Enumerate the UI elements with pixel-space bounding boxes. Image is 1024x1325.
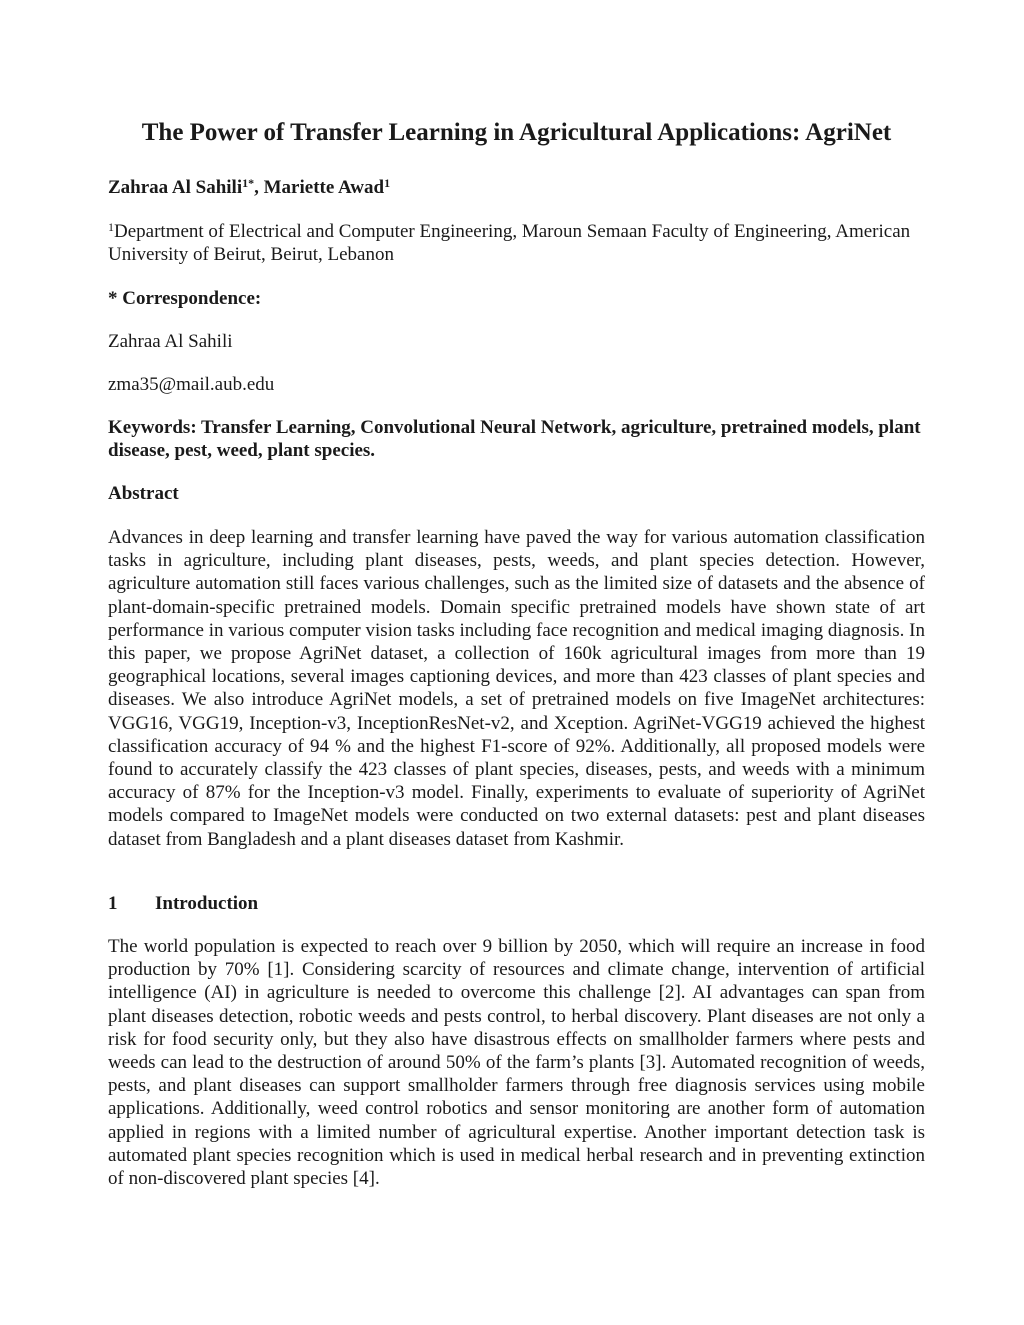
- correspondence-email: zma35@mail.aub.edu: [108, 374, 275, 395]
- affiliation-mark: 1: [108, 220, 114, 234]
- author-affiliation-mark: 1: [384, 176, 391, 190]
- author-list: [108, 176, 390, 199]
- section-title: Introduction: [155, 893, 259, 914]
- affiliation: [108, 220, 925, 266]
- correspondence-heading: * Correspondence:: [108, 288, 262, 309]
- correspondence-name: Zahraa Al Sahili: [108, 331, 233, 352]
- section-number: 1: [108, 893, 118, 914]
- paper-title: The Power of Transfer Learning in Agricultural Applications: AgriNet: [141, 119, 892, 146]
- section-heading: [108, 892, 258, 915]
- keywords: Keywords: Transfer Learning, Convolutional Neural Network, agriculture, pretrained models, plant disease, pest, weed, plant species.: [108, 417, 921, 462]
- author-affiliation-mark: 1*: [242, 176, 255, 190]
- author-name: Mariette Awad: [263, 177, 385, 198]
- abstract-heading: Abstract: [108, 483, 179, 504]
- author-separator: ,: [254, 177, 264, 198]
- introduction-body: The world population is expected to reach over 9 billion by 2050, which will require an increase in food production by 70% [1]. Considering scarcity of resources and climate change, intervention of artificial intelligence (AI) in agriculture is needed to overcome this challenge [2]. AI advantages can span from plant diseases detection, robotic weeds and pests control, to herbal discovery. Plant diseases are not only a risk for food security only, but they also have disastrous effects on smallholder farmers where pests and weeds can lead to the destruction of around 50% of the farm’s plants [3]. Automated recognition of weeds, pests, and plant diseases can support smallholder farmers through free diagnosis services using mobile applications. Additionally, weed control robotics and sensor monitoring are another form of automation applied in regions with a limited number of agricultural expertise. Another important detection task is automated plant species recognition which is used in medical herbal research and in preventing extinction of non-discovered plant species [4].: [108, 936, 925, 1190]
- author-name: Zahraa Al Sahili: [108, 177, 243, 198]
- abstract-body: Advances in deep learning and transfer learning have paved the way for various automation classification tasks in agriculture, including plant diseases, pests, weeds, and plant species detection. However, agriculture automation still faces various challenges, such as the limited size of datasets and the absence of plant-domain-specific pretrained models. Domain specific pretrained models have shown state of art performance in various computer vision tasks including face recognition and medical imaging diagnosis. In this paper, we propose AgriNet dataset, a collection of 160k agricultural images from more than 19 geographical locations, several images captioning devices, and more than 423 classes of plant species and diseases. We also introduce AgriNet models, a set of pretrained models on five ImageNet architectures: VGG16, VGG19, Inception-v3, InceptionResNet-v2, and Xception. AgriNet-VGG19 achieved the highest classification accuracy of 94 % and the highest F1-score of 92%. Additionally, all proposed models were found to accurately classify the 423 classes of plant species, diseases, pests, and weeds with a minimum accuracy of 87% for the Inception-v3 model. Finally, experiments to evaluate of superiority of AgriNet models compared to ImageNet models were conducted on two external datasets: pest and plant diseases dataset from Bangladesh and a plant diseases dataset from Kashmir.: [108, 527, 925, 850]
- affiliation-text: Department of Electrical and Computer Engineering, Maroun Semaan Faculty of Engineering, American University of Beirut, Beirut, Lebanon: [108, 221, 911, 266]
